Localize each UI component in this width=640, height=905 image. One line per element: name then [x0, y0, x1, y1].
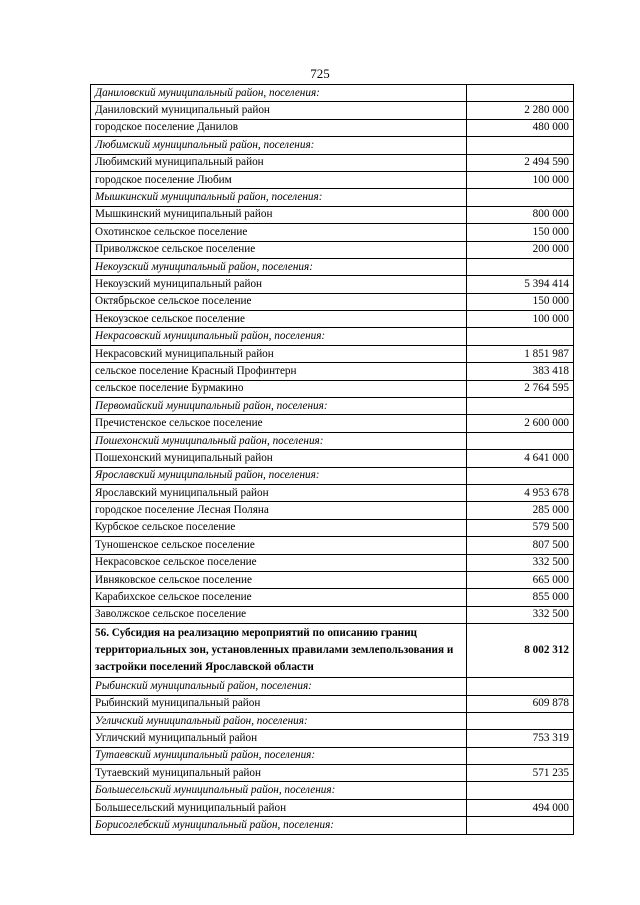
amount-cell: 855 000: [467, 589, 574, 606]
amount-cell: 5 394 414: [467, 276, 574, 293]
section-total-amount: 8 002 312: [467, 624, 574, 678]
amount-cell: [467, 712, 574, 729]
district-header-row: [91, 432, 574, 449]
amount-cell: 480 000: [467, 119, 574, 136]
district-header-row: [91, 258, 574, 275]
amount-cell: 4 953 678: [467, 484, 574, 501]
district-header-label: Большесельский муниципальный район, поселения:: [91, 782, 467, 799]
district-header-label: Даниловский муниципальный район, поселения:: [91, 85, 467, 102]
district-header-label: Любимский муниципальный район, поселения:: [91, 137, 467, 154]
recipient-name: Ивняковское сельское поселение: [91, 571, 467, 588]
district-header-row: [91, 782, 574, 799]
table-row: [91, 606, 574, 623]
district-header-row: [91, 189, 574, 206]
table-row: [91, 519, 574, 536]
amount-cell: 4 641 000: [467, 450, 574, 467]
recipient-name: городское поселение Лесная Поляна: [91, 502, 467, 519]
amount-cell: [467, 189, 574, 206]
amount-cell: 1 851 987: [467, 345, 574, 362]
table-row: [91, 799, 574, 816]
recipient-name: Некоузский муниципальный район: [91, 276, 467, 293]
recipient-name: Пречистенское сельское поселение: [91, 415, 467, 432]
table-row: [91, 571, 574, 588]
amount-cell: [467, 432, 574, 449]
recipient-name: Пошехонский муниципальный район: [91, 450, 467, 467]
district-header-label: Ярославский муниципальный район, поселения:: [91, 467, 467, 484]
amount-cell: 2 494 590: [467, 154, 574, 171]
amount-cell: 100 000: [467, 171, 574, 188]
section-title: 56. Субсидия на реализацию мероприятий по описанию границ территориальных зон, установленных правилами землепользования и застройки поселений Ярославской области: [91, 624, 467, 678]
amount-cell: 494 000: [467, 799, 574, 816]
amount-cell: 150 000: [467, 224, 574, 241]
amount-cell: 100 000: [467, 311, 574, 328]
table-row: [91, 363, 574, 380]
district-header-row: [91, 137, 574, 154]
table-row: [91, 119, 574, 136]
table-row: [91, 730, 574, 747]
district-header-label: Тутаевский муниципальный район, поселения:: [91, 747, 467, 764]
table-row: [91, 380, 574, 397]
amount-cell: [467, 137, 574, 154]
amount-cell: [467, 328, 574, 345]
district-header-label: Некоузский муниципальный район, поселения:: [91, 258, 467, 275]
recipient-name: Курбское сельское поселение: [91, 519, 467, 536]
recipient-name: Тутаевский муниципальный район: [91, 765, 467, 782]
recipient-name: Ярославский муниципальный район: [91, 484, 467, 501]
amount-cell: 2 280 000: [467, 102, 574, 119]
amount-cell: 2 600 000: [467, 415, 574, 432]
table-row: [91, 171, 574, 188]
district-header-label: Рыбинский муниципальный район, поселения:: [91, 678, 467, 695]
amount-cell: [467, 678, 574, 695]
recipient-name: сельское поселение Бурмакино: [91, 380, 467, 397]
table-row: [91, 450, 574, 467]
recipient-name: Большесельский муниципальный район: [91, 799, 467, 816]
recipient-name: Туношенское сельское поселение: [91, 537, 467, 554]
table-row: [91, 102, 574, 119]
table-row: [91, 206, 574, 223]
table-row: [91, 276, 574, 293]
district-header-label: Борисоглебский муниципальный район, поселения:: [91, 817, 467, 834]
recipient-name: Любимский муниципальный район: [91, 154, 467, 171]
amount-cell: 609 878: [467, 695, 574, 712]
recipient-name: городское поселение Данилов: [91, 119, 467, 136]
district-header-label: Первомайский муниципальный район, поселения:: [91, 398, 467, 415]
recipient-name: Рыбинский муниципальный район: [91, 695, 467, 712]
page-number: 725: [310, 66, 330, 81]
table-row: [91, 695, 574, 712]
recipient-name: Охотинское сельское поселение: [91, 224, 467, 241]
district-header-row: [91, 747, 574, 764]
district-header-label: Угличский муниципальный район, поселения:: [91, 712, 467, 729]
district-header-label: Мышкинский муниципальный район, поселения:: [91, 189, 467, 206]
amount-cell: 383 418: [467, 363, 574, 380]
recipient-name: Некрасовский муниципальный район: [91, 345, 467, 362]
amount-cell: 150 000: [467, 293, 574, 310]
recipient-name: Октябрьское сельское поселение: [91, 293, 467, 310]
amount-cell: 807 500: [467, 537, 574, 554]
recipient-name: Некрасовское сельское поселение: [91, 554, 467, 571]
amount-cell: [467, 782, 574, 799]
amount-cell: 285 000: [467, 502, 574, 519]
district-header-label: Некрасовский муниципальный район, поселения:: [91, 328, 467, 345]
amount-cell: [467, 467, 574, 484]
table-row: [91, 537, 574, 554]
recipient-name: сельское поселение Красный Профинтерн: [91, 363, 467, 380]
amount-cell: [467, 817, 574, 834]
table-row: [91, 415, 574, 432]
recipient-name: Приволжское сельское поселение: [91, 241, 467, 258]
amount-cell: [467, 85, 574, 102]
district-header-row: [91, 467, 574, 484]
district-header-label: Пошехонский муниципальный район, поселения:: [91, 432, 467, 449]
table-row: [91, 765, 574, 782]
district-header-row: [91, 328, 574, 345]
table-row: [91, 484, 574, 501]
table-row: [91, 154, 574, 171]
amount-cell: 571 235: [467, 765, 574, 782]
table-row: [91, 311, 574, 328]
amount-cell: 332 500: [467, 606, 574, 623]
district-header-row: [91, 678, 574, 695]
table-row: [91, 589, 574, 606]
recipient-name: городское поселение Любим: [91, 171, 467, 188]
amount-cell: 665 000: [467, 571, 574, 588]
district-header-row: [91, 398, 574, 415]
amount-cell: [467, 398, 574, 415]
recipient-name: Угличский муниципальный район: [91, 730, 467, 747]
table-row: [91, 224, 574, 241]
table-row: [91, 241, 574, 258]
recipient-name: Даниловский муниципальный район: [91, 102, 467, 119]
recipient-name: Карабихское сельское поселение: [91, 589, 467, 606]
table-row: [91, 345, 574, 362]
recipient-name: Мышкинский муниципальный район: [91, 206, 467, 223]
amount-cell: 579 500: [467, 519, 574, 536]
subsidy-table-body: [91, 85, 574, 835]
amount-cell: 200 000: [467, 241, 574, 258]
table-row: [91, 554, 574, 571]
amount-cell: 753 319: [467, 730, 574, 747]
district-header-row: [91, 85, 574, 102]
amount-cell: 2 764 595: [467, 380, 574, 397]
district-header-row: [91, 712, 574, 729]
table-row: [91, 502, 574, 519]
amount-cell: [467, 258, 574, 275]
amount-cell: 332 500: [467, 554, 574, 571]
table-row: [91, 293, 574, 310]
recipient-name: Некоузское сельское поселение: [91, 311, 467, 328]
recipient-name: Заволжское сельское поселение: [91, 606, 467, 623]
district-header-row: [91, 817, 574, 834]
subsidy-table: [90, 84, 574, 835]
amount-cell: 800 000: [467, 206, 574, 223]
section-title-row: [91, 624, 574, 678]
amount-cell: [467, 747, 574, 764]
